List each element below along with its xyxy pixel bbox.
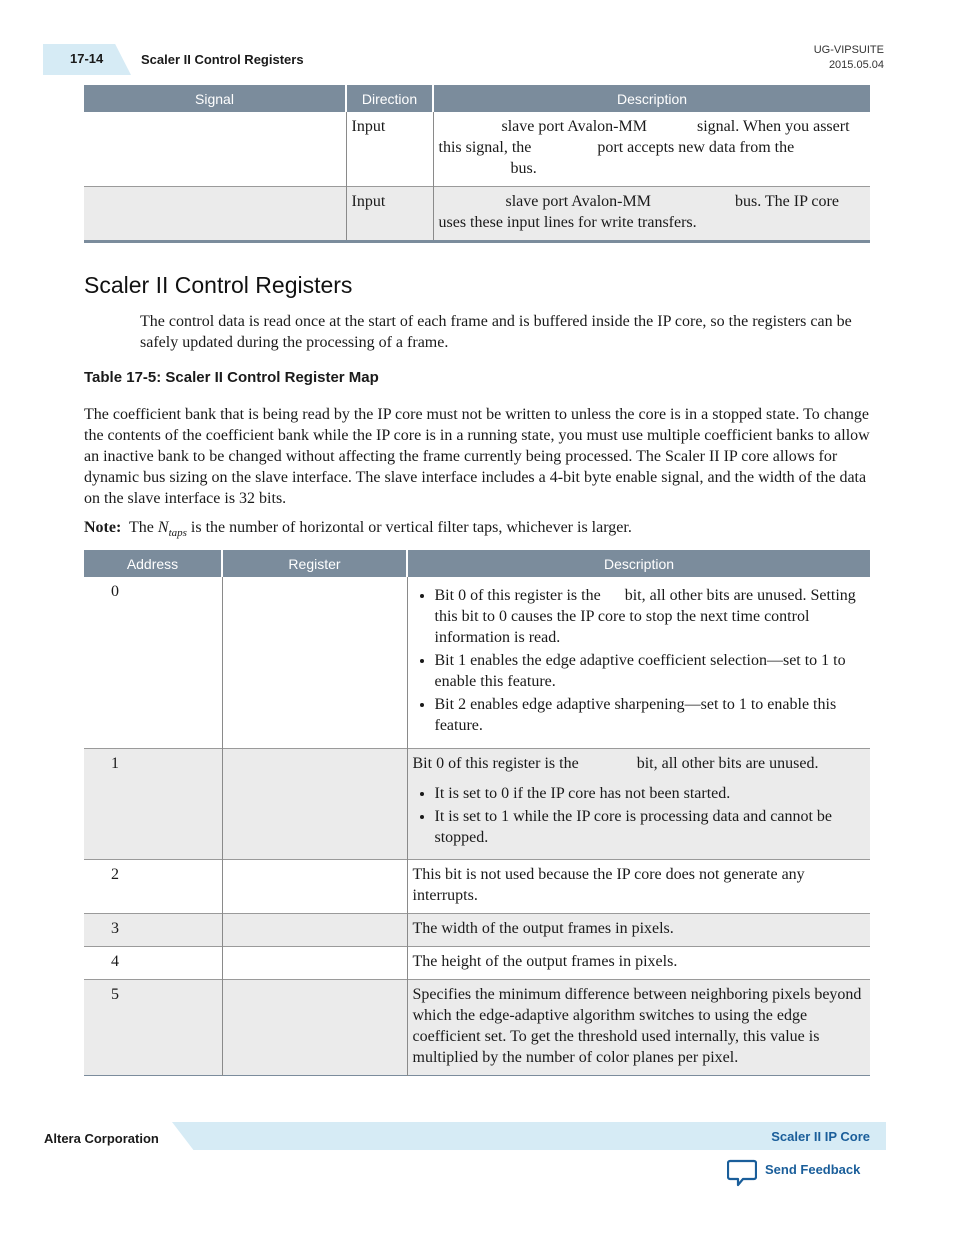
direction-cell: Input (346, 187, 433, 242)
section-paragraph: The coefficient bank that is being read by the IP core must not be written to unless the core is in a stopped state. To change the contents of the coefficient bank while the IP core is in a running state, you must use multiple coefficient banks to allow an inactive bank to be changed without affecting the frame currently being processed. The Scaler II IP core allows for dynamic bus sizing on the slave interface. The slave interface includes a 4-bit byte enable signal, and the width of the data on the slave interface is 32 bits. (84, 406, 870, 507)
list-item: • Bit 0 of this register is the bit, all other bits are unused. Setting this bit to 0 causes the IP core to stop the next time control information is read. (435, 585, 866, 648)
page-number: 17-14 (70, 51, 104, 66)
note-label: Note: (84, 519, 122, 536)
description-cell (407, 749, 870, 860)
table-caption: Table 17-5: Scaler II Control Register Map (84, 369, 379, 386)
register-cell (222, 860, 407, 914)
address-cell: 4 (84, 947, 222, 980)
register-map-table (84, 550, 870, 1076)
description-cell: slave port Avalon-MM signal. When you assert this signal, the port accepts new data from thebus. (433, 112, 870, 187)
address-cell: 3 (84, 914, 222, 947)
description-cell: Specifies the minimum difference between neighboring pixels beyond which the edge-adaptive algorithm switches to using the edge coefficient set. To get the threshold used internally, this value is multiplied by the number of color planes per pixel. (407, 980, 870, 1076)
table-row (84, 112, 870, 187)
table-row (84, 947, 870, 980)
signal-cell (84, 112, 346, 187)
send-feedback-link[interactable]: Send Feedback (765, 1162, 861, 1177)
signal-cell (84, 187, 346, 242)
address-cell: 1 (84, 749, 222, 860)
column-header-address: Address (84, 550, 222, 577)
column-header-direction: Direction (346, 85, 433, 112)
doc-id (814, 43, 884, 73)
description-cell: The height of the output frames in pixels. (407, 947, 870, 980)
table-row (84, 980, 870, 1076)
column-header-register: Register (222, 550, 407, 577)
list-item: • Bit 1 enables the edge adaptive coefficient selection—set to 1 to enable this feature. (435, 650, 866, 692)
section-intro: The control data is read once at the start of each frame and is buffered inside the IP core, so the registers can be safely updated during the processing of a frame. (140, 313, 852, 351)
description-cell: slave port Avalon-MM bus. The IP core uses these input lines for write transfers. (433, 187, 870, 242)
doc-id-code: UG-VIPSUITE (813, 44, 884, 56)
address-cell: 5 (84, 980, 222, 1076)
table-row (84, 749, 870, 860)
address-cell: 0 (84, 577, 222, 749)
register-cell (222, 749, 407, 860)
column-header-signal: Signal (84, 85, 346, 112)
table-row (84, 187, 870, 242)
signal-table-header (84, 85, 870, 112)
register-table-header (84, 550, 870, 577)
bullet-list (413, 783, 866, 848)
section-title: Scaler II Control Registers (84, 272, 353, 298)
bullet-list (413, 585, 866, 736)
list-item: • Bit 2 enables edge adaptive sharpening—set to 1 to enable this feature. (435, 694, 866, 736)
description-cell (407, 577, 870, 749)
register-cell (222, 947, 407, 980)
description-cell: The width of the output frames in pixels. (407, 914, 870, 947)
description-lead: Bit 0 of this register is the bit, all other bits are unused. (412, 755, 819, 772)
table-row (84, 860, 870, 914)
register-cell (222, 914, 407, 947)
note-text: is the number of horizontal or vertical filter taps, whichever is larger. (190, 519, 632, 536)
doc-date: 2015.05.04 (828, 59, 884, 71)
register-cell (222, 577, 407, 749)
footer-company: Altera Corporation (44, 1131, 159, 1146)
running-title: Scaler II Control Registers (141, 52, 304, 67)
note (84, 517, 632, 544)
direction-cell: Input (346, 112, 433, 187)
signal-table (84, 85, 870, 243)
table-row (84, 914, 870, 947)
list-item: • It is set to 1 while the IP core is processing data and cannot be stopped. (435, 806, 866, 848)
note-symbol: $N_{taps}$ (157, 519, 187, 540)
column-header-description: Description (433, 85, 870, 112)
footer-product-link[interactable]: Scaler II IP Core (771, 1129, 870, 1144)
column-header-description: Description (407, 550, 870, 577)
speech-bubble-icon[interactable] (727, 1159, 757, 1187)
note-text-the: The (129, 519, 154, 536)
table-row (84, 577, 870, 749)
list-item: • It is set to 0 if the IP core has not been started. (435, 783, 866, 804)
register-cell (222, 980, 407, 1076)
description-cell: This bit is not used because the IP core does not generate any interrupts. (407, 860, 870, 914)
address-cell: 2 (84, 860, 222, 914)
